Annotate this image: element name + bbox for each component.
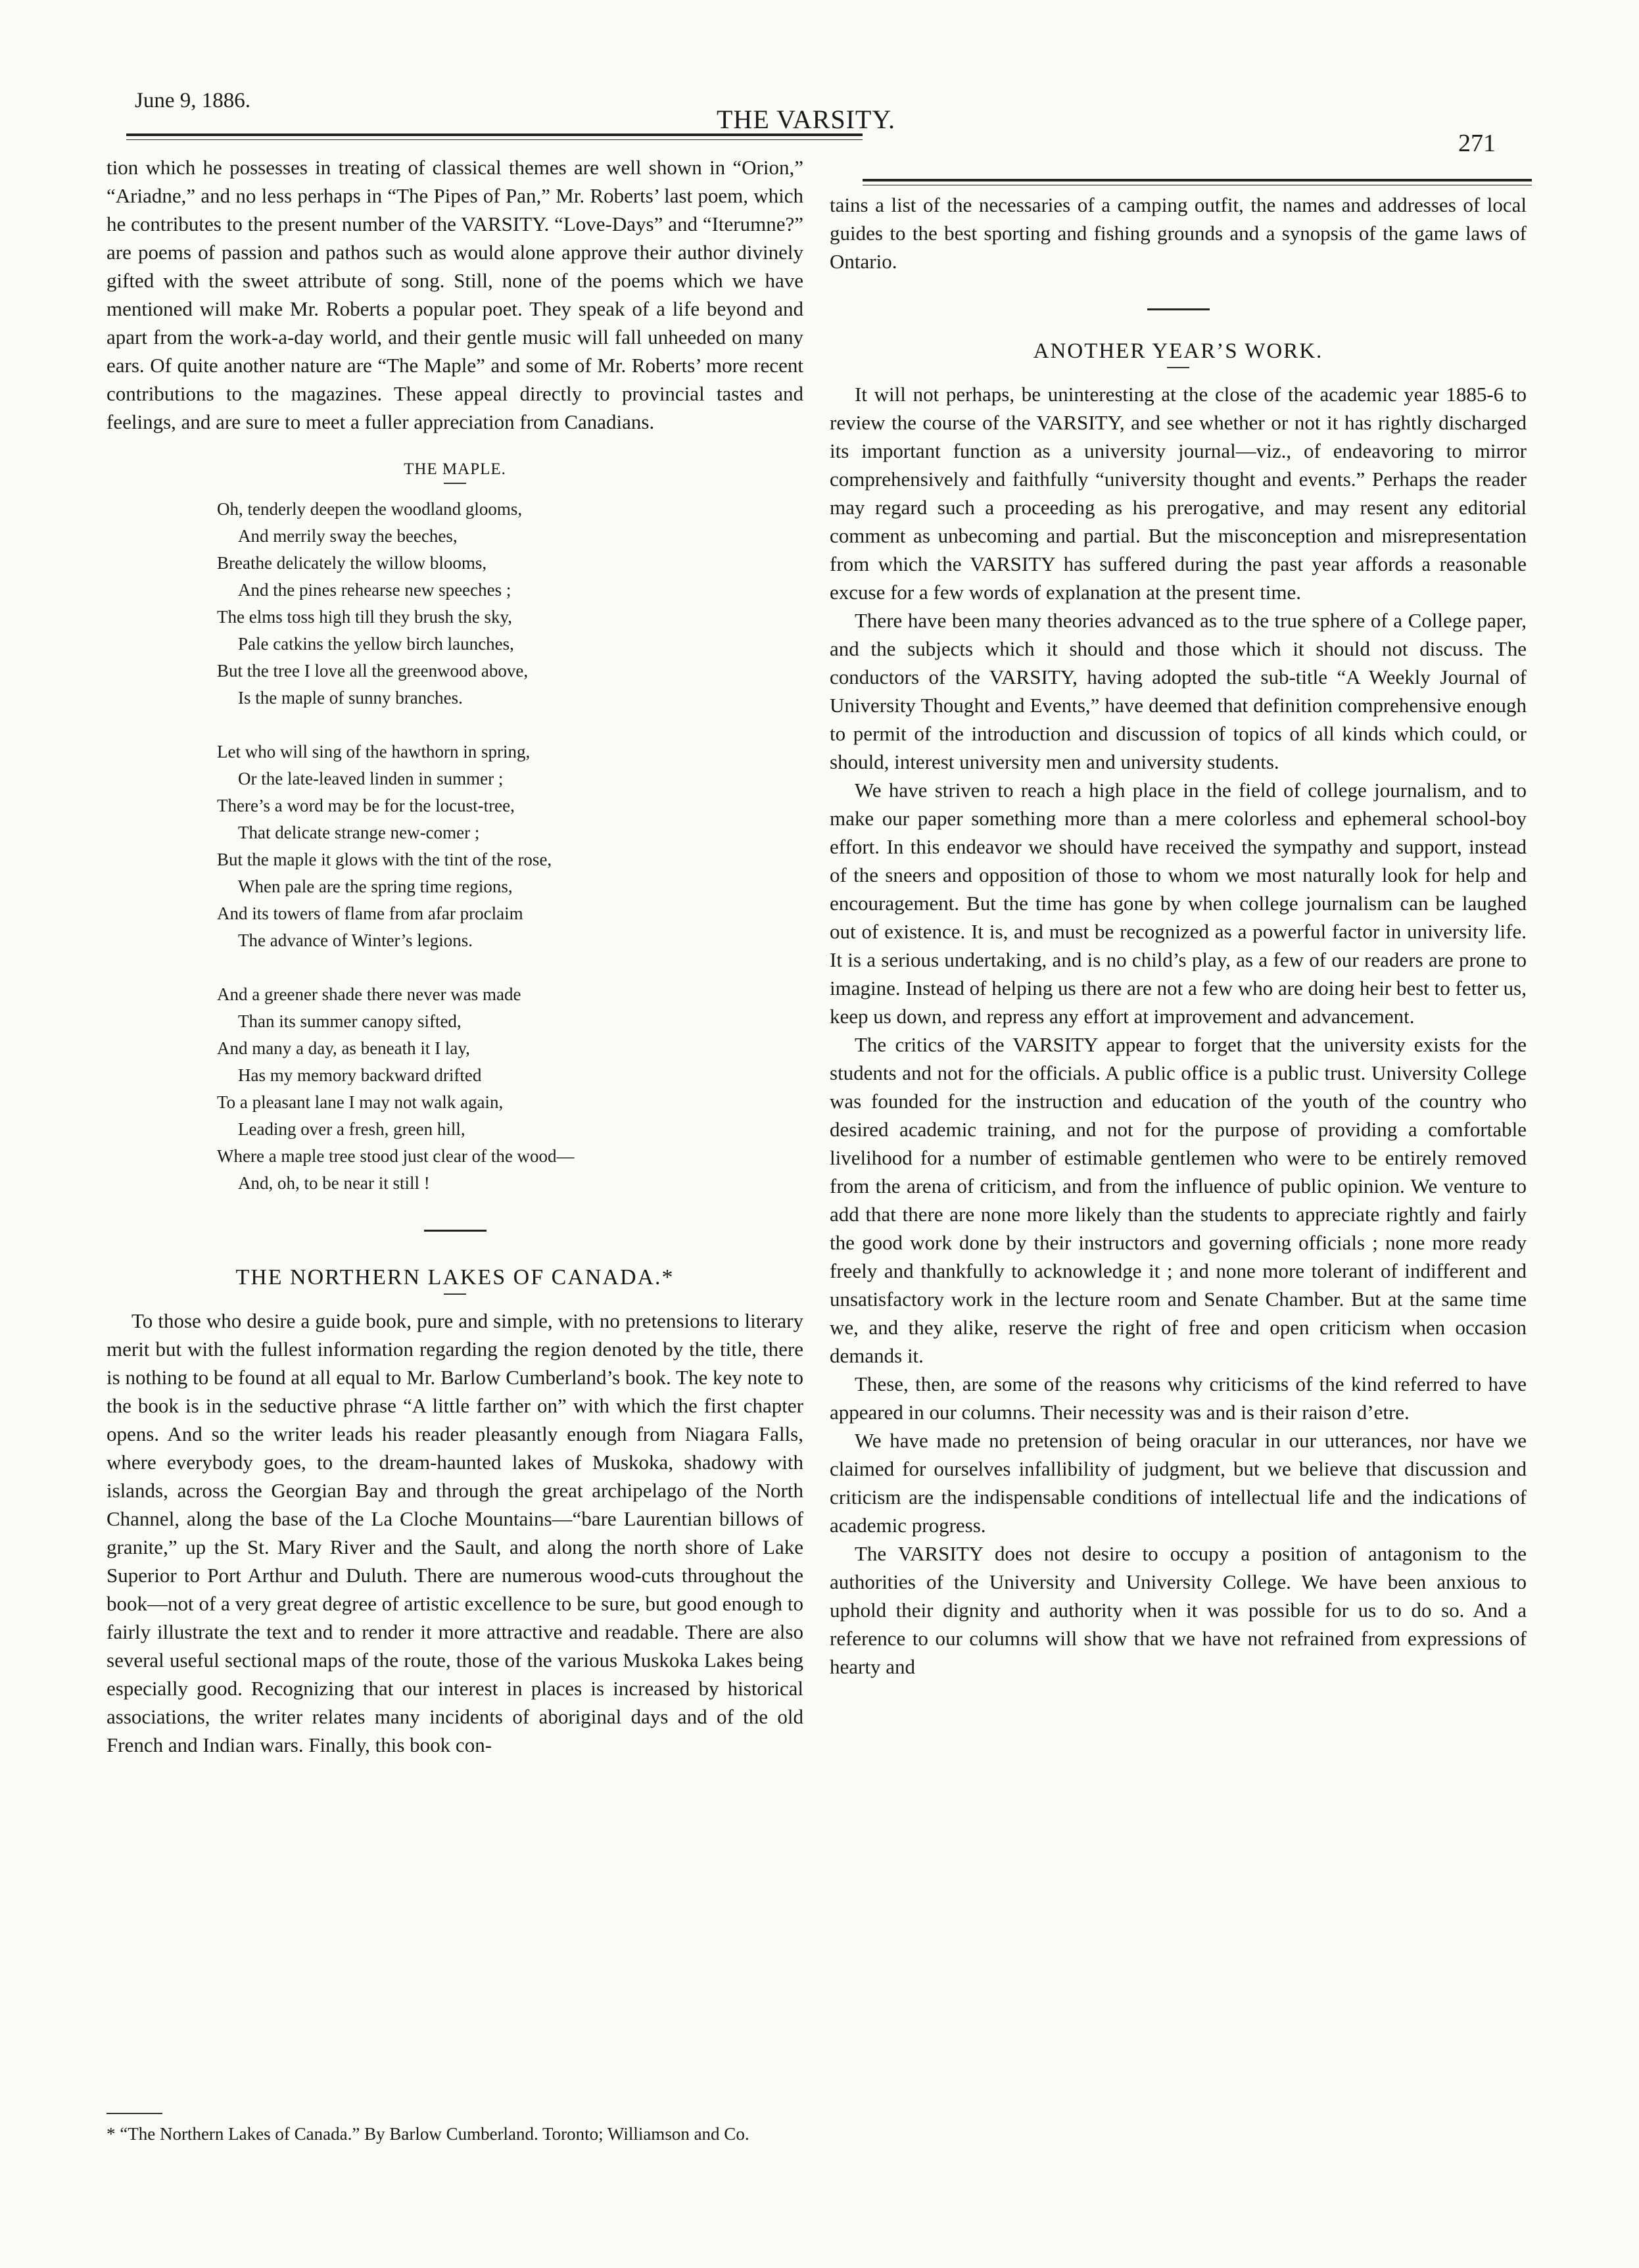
header-date: June 9, 1886. (135, 89, 250, 112)
intro-paragraph: tion which he possesses in treating of classical themes are well shown in “Orion,” “Ariadne,” and no less perhaps in “The Pipes of Pan,” Mr. Roberts’ last poem, which he contributes to the present number of the VARSITY. “Love-Days” and “Iterumne?” are poems of passion and pathos such as would alone approve their author divinely gifted with the sweet attribute of song. Still, none of the poems which we have mentioned will make Mr. Roberts a popular poet. They speak of a life beyond and apart from the work-a-day world, and their gentle music will fall unheeded on many ears. Of quite another nature are “The Maple” and some of Mr. Roberts’ more recent contributions to the magazines. These appeal directly to provincial tastes and feelings, and are sure to meet a fuller appreciation from Canadians. (107, 156, 803, 433)
article-paragraph: There have been many theories advanced as to the true sphere of a College paper, and the subjects which it should and those which it should not discuss. The conductors of the VARSITY, having adopted the sub-title “A Weekly Journal of University Thought and Events,” have deemed that definition comprehensive enough to permit of the introduction and discussion of topics of all kinds which could, or should, interest university men and university students. (830, 609, 1527, 773)
poem-line: Pale catkins the yellow birch launches, (238, 634, 514, 654)
poem-stanza (217, 981, 803, 1197)
article-title: ANOTHER YEAR’S WORK. (1033, 339, 1323, 363)
poem-line: Let who will sing of the hawthorn in spring, (217, 742, 531, 761)
poem-line: Leading over a fresh, green hill, (238, 1119, 465, 1139)
header-rule-left-thin (126, 139, 863, 140)
poem-line: And a greener shade there never was made (217, 984, 521, 1004)
header-rule-right (863, 179, 1532, 181)
poem-line: Than its summer canopy sifted, (238, 1011, 462, 1031)
poem-line: Has my memory backward drifted (238, 1065, 482, 1085)
northern-lakes-title: THE NORTHERN LAKES OF CANADA.* (235, 1265, 675, 1290)
poem-line: Where a maple tree stood just clear of the wood— (217, 1146, 575, 1166)
article-title-dash (1167, 367, 1189, 368)
poem-stanza (217, 738, 803, 954)
poem-line: To a pleasant lane I may not walk again, (217, 1092, 504, 1112)
section-divider (424, 1230, 487, 1232)
poem-line: Oh, tenderly deepen the woodland glooms, (217, 499, 523, 519)
poem-line: Is the maple of sunny branches. (238, 688, 463, 708)
article-paragraph: These, then, are some of the reasons why criticisms of the kind referred to have appeared in our columns. Their necessity was and is their raison d’etre. (830, 1372, 1527, 1424)
poem-stanza (217, 496, 803, 712)
poem-line: And the pines rehearse new speeches ; (238, 580, 511, 600)
poem-line: But the tree I love all the greenwood above, (217, 661, 529, 681)
poem-line: And many a day, as beneath it I lay, (217, 1038, 470, 1058)
poem-line: And its towers of flame from afar proclaim (217, 904, 523, 923)
northern-lakes-title-dash (444, 1293, 466, 1295)
page-number: 271 (1458, 130, 1496, 157)
continuation-paragraph: tains a list of the necessaries of a camping outfit, the names and addresses of local guides to the best sporting and fishing grounds and a synopsis of the game laws of Ontario. (830, 193, 1527, 273)
poem-title: THE MAPLE. (404, 460, 506, 478)
poem-line: Or the late-leaved linden in summer ; (238, 769, 504, 788)
poem-line: That delicate strange new-comer ; (238, 823, 480, 842)
article-divider (1147, 308, 1210, 310)
poem-line: Breathe delicately the willow blooms, (217, 553, 487, 573)
footnote-rule (107, 2113, 162, 2114)
article-paragraph: The VARSITY does not desire to occupy a position of antagonism to the authorities of the University and University College. We have been anxious to uphold their dignity and authority when it was possible for us to do so. And a reference to our columns will show that we have not refrained from expressions of hearty and (830, 1542, 1527, 1678)
northern-lakes-paragraph: To those who desire a guide book, pure and simple, with no pretensions to literary merit but with the fullest information regarding the region denoted by the title, there is nothing to be found at all equal to Mr. Barlow Cumberland’s book. The key note to the book is in the seductive phrase “A little farther on” with which the first chapter opens. And so the writer leads his reader pleasantly enough from Niagara Falls, where everybody goes, to the dream-haunted lakes of Muskoka, shadowy with islands, across the Georgian Bay and through the great archipelago of the North Channel, along the base of the La Cloche Mountains—“bare Laurentian billows of granite,” up the St. Mary River and the Sault, and along the north shore of Lake Superior to Port Arthur and Duluth. There are numerous wood-cuts throughout the book—not of a very great degree of artistic excellence to be sure, but good enough to fairly illustrate the text and to render it more attractive and readable. There are also several useful sectional maps of the route, those of the various Muskoka Lakes being especially good. Recognizing that our interest in places is increased by historical associations, the writer relates many incidents of aboriginal days and of the old French and Indian wars. Finally, this book con- (107, 1309, 803, 1756)
poem-maple (217, 496, 803, 1197)
article-paragraph: It will not perhaps, be uninteresting at the close of the academic year 1885-6 to review the course of the VARSITY, and see whether or not it has rightly discharged its important function as a university journal—viz., of endeavoring to mirror comprehensively and faithfully “university thought and events.” Perhaps the reader may regard such a proceeding as his prerogative, and may resent any editorial comment as unbecoming and partial. But the misconception and misrepresentation from which the VARSITY has suffered during the past year affords a reasonable excuse for a few words of explanation at the present time. (830, 383, 1527, 604)
header-rule-left (126, 133, 863, 136)
poem-line: The advance of Winter’s legions. (238, 930, 473, 950)
article-paragraph: The critics of the VARSITY appear to forget that the university exists for the students and not for the officials. A public office is a public trust. University College was founded for the instruction and education of the youth of the country who desired academic training, and not for the purpose of providing a comfortable livelihood for a number of estimable gentlemen who were to be entirely removed from the arena of criticism, and from the influence of public opinion. We venture to add that there are none more likely than the students to appreciate rightly and fairly the good work done by their instructors and governing officials ; none more ready freely and thankfully to acknowledge it ; and none more tolerant of indifferent and unsatisfactory work in the lecture room and Senate Chamber. But at the same time we, and they alike, reserve the right of free and open criticism when occasion demands it. (830, 1033, 1527, 1367)
poem-line: And merrily sway the beeches, (238, 526, 458, 546)
newspaper-title: THE VARSITY. (717, 105, 896, 134)
poem-line: The elms toss high till they brush the sky, (217, 607, 512, 627)
right-column (830, 191, 1527, 1681)
poem-line: But the maple it glows with the tint of the rose, (217, 850, 552, 869)
poem-line: There’s a word may be for the locust-tree, (217, 796, 515, 815)
article-paragraph: We have striven to reach a high place in the field of college journalism, and to make our paper something more than a mere colorless and ephemeral school-boy effort. In this endeavor we should have received the sympathy and support, instead of the sneers and opposition of those to whom we most naturally look for help and encouragement. But the time has gone by when college journalism can be laughed out of existence. It is, and must be recognized as a powerful factor in university life. It is a serious undertaking, and is no child’s play, as a few of our readers are prone to imagine. Instead of helping us there are not a few who are doing heir best to fetter us, keep us down, and repress any effort at improvement and advancement. (830, 779, 1527, 1028)
poem-line: When pale are the spring time regions, (238, 877, 513, 896)
article-paragraph: We have made no pretension of being oracular in our utterances, nor have we claimed for ourselves infallibility of judgment, but we believe that discussion and criticism are the indispensable conditions of intellectual life and the indications of academic progress. (830, 1429, 1527, 1537)
poem-line: And, oh, to be near it still ! (238, 1173, 430, 1193)
footnote: * “The Northern Lakes of Canada.” By Barlow Cumberland. Toronto; Williamson and Co. (107, 2124, 749, 2144)
poem-title-dash (444, 483, 466, 484)
left-column (107, 153, 803, 1759)
